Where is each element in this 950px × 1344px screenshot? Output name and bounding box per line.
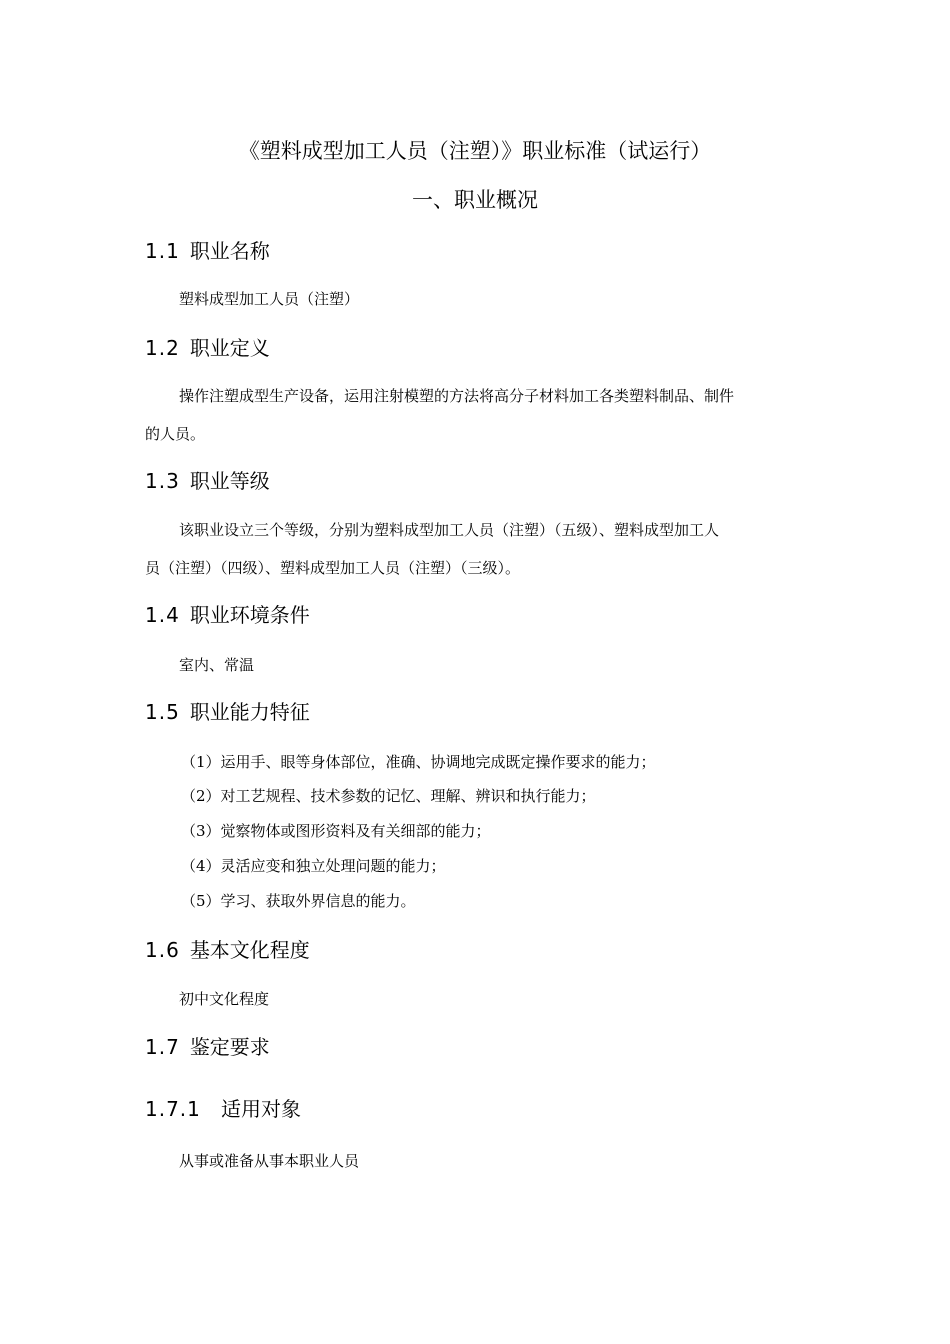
list-item: （5）学习、获取外界信息的能力。: [181, 892, 416, 910]
section-1-2-body-line1: 操作注塑成型生产设备，运用注射模塑的方法将高分子材料加工各类塑料制品、制件: [179, 387, 735, 405]
section-heading-1-4: [145, 600, 310, 630]
section-heading-1-3: [145, 466, 270, 496]
section-number: 1.4: [145, 603, 180, 627]
section-heading-1-6: [145, 935, 310, 965]
section-1-2-body-line2: 的人员。: [145, 425, 206, 443]
section-1-1-body: 塑料成型加工人员（注塑）: [179, 290, 360, 308]
section-title: 职业定义: [189, 336, 270, 360]
section-title: 职业等级: [189, 469, 270, 493]
section-title: 适用对象: [221, 1097, 301, 1121]
section-number: 1.3: [145, 469, 180, 493]
section-heading-1-7: [145, 1032, 270, 1062]
section-heading-1-7-1: [145, 1094, 301, 1124]
list-item: （3）觉察物体或图形资料及有关细部的能力；: [181, 822, 491, 840]
section-number: 1.7.1: [145, 1097, 201, 1121]
list-item: （2）对工艺规程、技术参数的记忆、理解、辨识和执行能力；: [181, 787, 596, 805]
section-1-3-body-line1: 该职业设立三个等级，分别为塑料成型加工人员（注塑）（五级）、塑料成型加工人: [179, 521, 720, 539]
section-title: 职业环境条件: [189, 603, 310, 627]
section-1-4-body: 室内、常温: [179, 656, 255, 674]
section-1-3-body-line2: 员（注塑）（四级）、塑料成型加工人员（注塑）（三级）。: [145, 559, 521, 577]
section-title: 职业能力特征: [189, 700, 310, 724]
section-number: 1.7: [145, 1035, 180, 1059]
section-heading-1-2: [145, 333, 270, 363]
section-title: 鉴定要求: [189, 1035, 270, 1059]
list-item: （1）运用手、眼等身体部位，准确、协调地完成既定操作要求的能力；: [181, 753, 656, 771]
section-number: 1.2: [145, 336, 180, 360]
section-heading-1-1: [145, 236, 270, 266]
document-title: 《塑料成型加工人员（注塑）》职业标准（试运行）: [238, 139, 712, 163]
section-number: 1.5: [145, 700, 180, 724]
section-1-7-1-body: 从事或准备从事本职业人员: [179, 1152, 360, 1170]
section-1-6-body: 初中文化程度: [179, 990, 270, 1008]
section-title: 基本文化程度: [189, 938, 310, 962]
section-heading-1-5: [145, 697, 310, 727]
section-title: 职业名称: [189, 239, 270, 263]
chapter-title: 一、职业概况: [412, 188, 538, 212]
section-number: 1.6: [145, 938, 180, 962]
section-number: 1.1: [145, 239, 180, 263]
list-item: （4）灵活应变和独立处理问题的能力；: [181, 857, 446, 875]
